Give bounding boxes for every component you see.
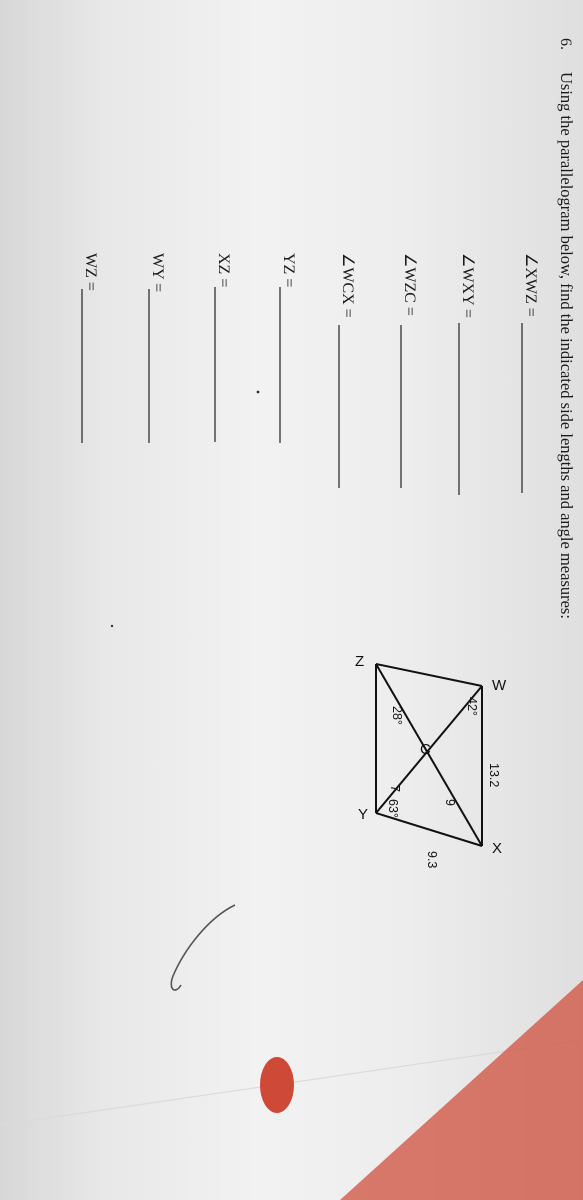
side-zw [376,664,482,686]
question-label: XZ = [215,253,232,288]
question-item [280,253,297,443]
svg-text:13.2: 13.2 [487,763,501,788]
vertex-label-z: Z [355,653,365,670]
problem-number: 6. [557,38,574,50]
question-item [82,253,99,443]
measure-angle-w [465,697,479,716]
small-mark [257,391,260,394]
svg-text:63°: 63° [386,799,400,818]
measure-side-wx [487,763,501,787]
question-item [149,253,166,443]
question-label: WZ = [82,253,99,291]
question-item [522,253,539,493]
problem-header [557,38,576,619]
svg-text:9.3: 9.3 [425,851,439,869]
question-label: YZ = [280,253,297,288]
vertex-label-y: Y [358,806,369,823]
question-item [401,253,418,488]
pencil-mark [171,905,235,990]
svg-text:7: 7 [388,785,402,792]
question-label: ∠WXY = [459,253,476,318]
center-label-c: C [420,741,431,758]
vertex-label-w: W [492,677,507,694]
question-label: ∠WZC = [401,253,418,316]
question-label: ∠XWZ = [522,253,539,317]
measure-segment-cy [388,785,402,792]
vertex-label-x: X [492,840,503,857]
question-item [459,253,476,495]
question-item [215,253,232,442]
red-circle-mark [260,1057,294,1113]
problem-instructions: Using the parallelogram below, find the indicated side lengths and angle measures: [557,72,576,619]
svg-text:28°: 28° [390,706,404,725]
svg-text:9: 9 [443,799,457,806]
measure-side-xy [425,851,439,868]
background-edge [340,950,583,1200]
small-mark [111,625,113,627]
question-label: ∠WCX = [339,253,356,318]
parallelogram-figure [355,653,507,868]
question-list [82,253,539,495]
svg-text:42°: 42° [465,697,479,716]
measure-angle-z [390,706,404,725]
measure-segment-xc [443,799,457,806]
question-label: WY = [149,253,166,293]
measure-angle-y [386,799,400,818]
question-item [339,253,356,488]
